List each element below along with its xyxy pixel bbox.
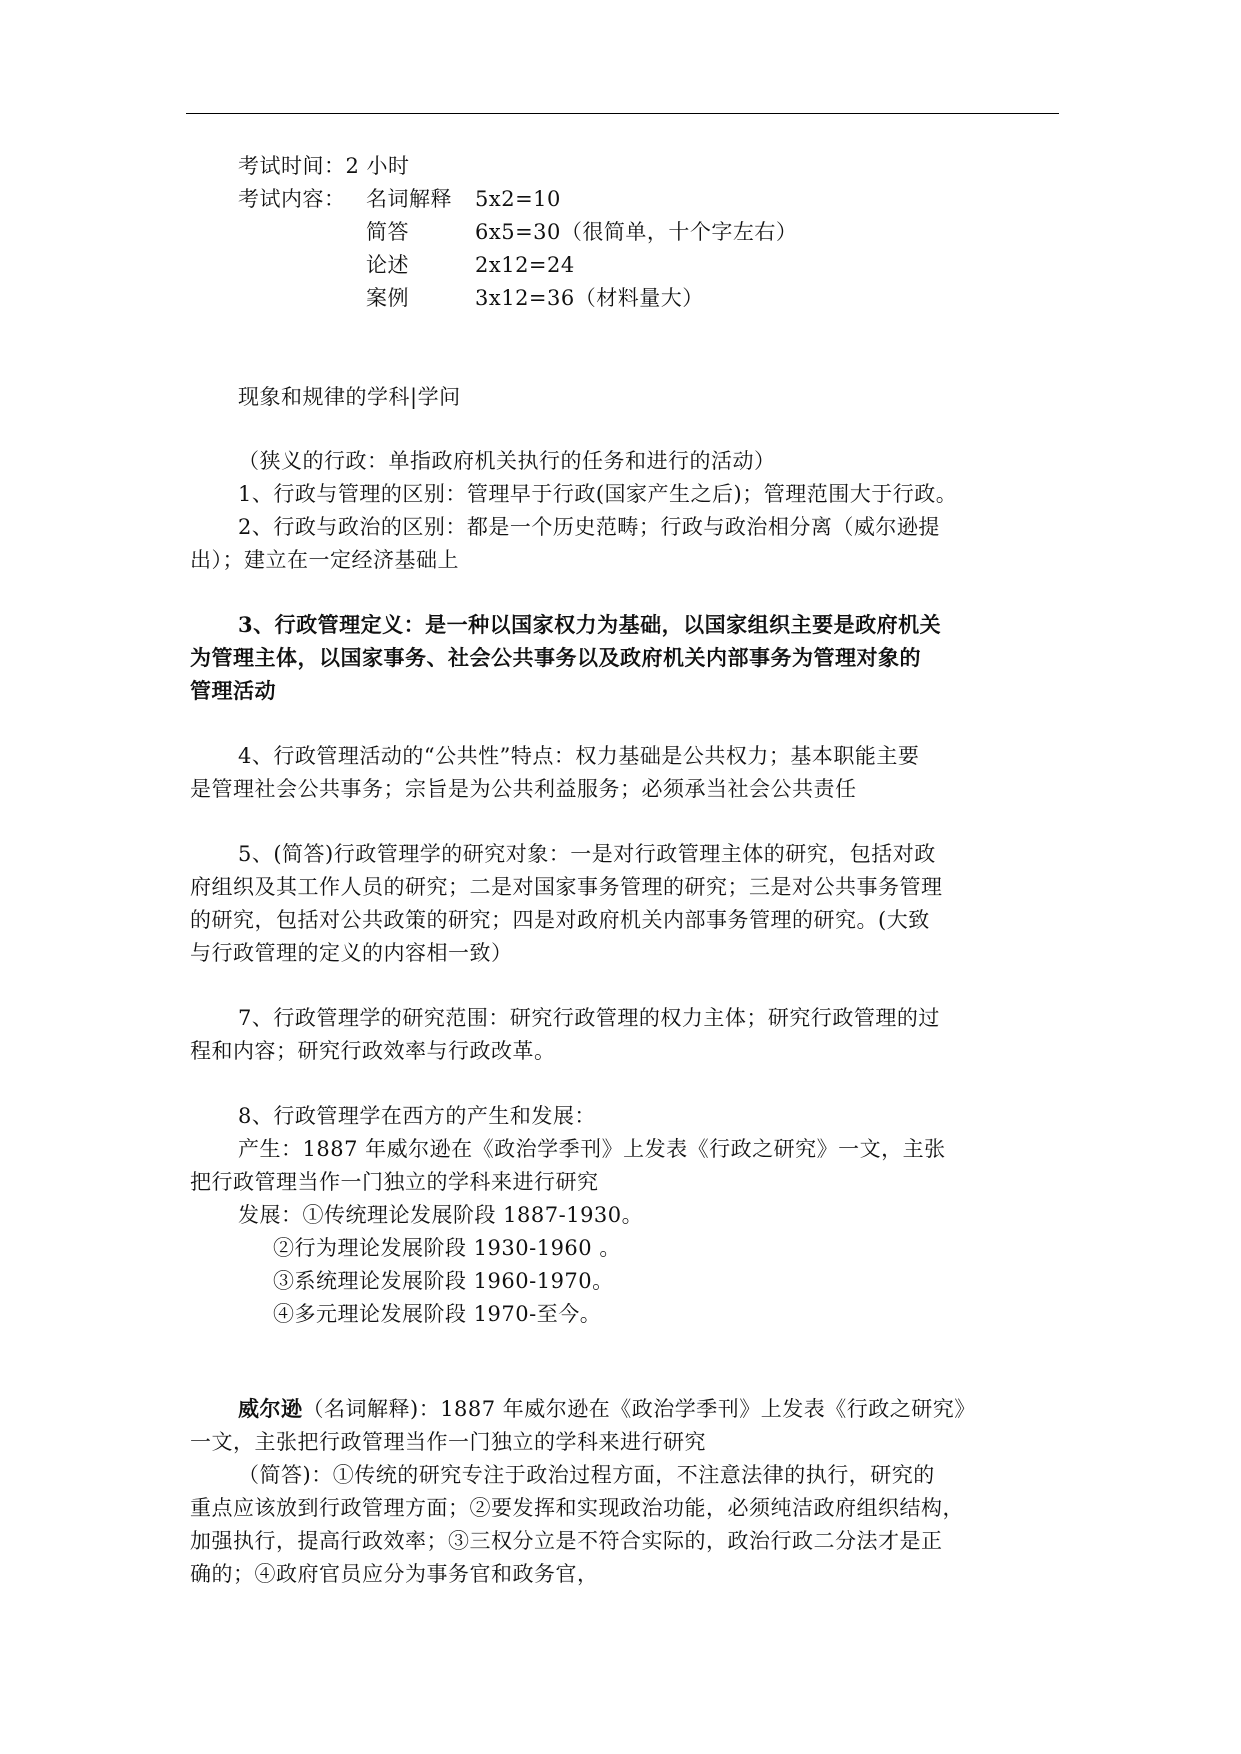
exam-item-type: 简答	[366, 220, 409, 244]
text-line: 的研究，包括对公共政策的研究；四是对政府机关内部事务管理的研究。(大致	[190, 908, 930, 932]
exam-item-type: 论述	[366, 253, 409, 277]
text-line: 加强执行，提高行政效率；③三权分立是不符合实际的，政治行政二分法才是正	[190, 1529, 943, 1553]
exam-item-score: 3x12=36（材料量大）	[475, 286, 704, 310]
definition-line: 为管理主体，以国家事务、社会公共事务以及政府机关内部事务为管理对象的	[190, 645, 921, 670]
wilson-line	[238, 1394, 976, 1424]
text-line: 1、行政与管理的区别：管理早于行政(国家产生之后)；管理范围大于行政。	[238, 482, 958, 506]
text-line: 4、行政管理活动的“公共性”特点：权力基础是公共权力；基本职能主要	[238, 744, 920, 768]
header-rule	[186, 113, 1059, 114]
text-line: 确的；④政府官员应分为事务官和政务官，	[190, 1562, 599, 1586]
exam-time-value: 2 小时	[345, 154, 410, 178]
text-line: 府组织及其工作人员的研究；二是对国家事务管理的研究；三是对公共事务管理	[190, 875, 943, 899]
text-line: （狭义的行政：单指政府机关执行的任务和进行的活动）	[238, 449, 776, 473]
text-line: 重点应该放到行政管理方面；②要发挥和实现政治功能，必须纯洁政府组织结构，	[190, 1496, 964, 1520]
exam-item-score: 6x5=30（很简单，十个字左右）	[475, 220, 798, 244]
exam-item-type: 名词解释	[366, 187, 452, 211]
text-line: 8、行政管理学在西方的产生和发展：	[238, 1104, 596, 1128]
text-line: ③系统理论发展阶段 1960-1970。	[273, 1269, 614, 1293]
exam-item-score: 5x2=10	[475, 187, 561, 211]
text-line: 产生：1887 年威尔逊在《政治学季刊》上发表《行政之研究》一文，主张	[238, 1137, 946, 1161]
exam-item-type: 案例	[366, 286, 409, 310]
exam-content-label: 考试内容：	[238, 187, 346, 211]
text-line: 是管理社会公共事务；宗旨是为公共利益服务；必须承当社会公共责任	[190, 777, 857, 801]
exam-time-label: 考试时间：	[238, 154, 346, 178]
text-line: 把行政管理当作一门独立的学科来进行研究	[190, 1170, 599, 1194]
wilson-definition: （名词解释)：1887 年威尔逊在《政治学季刊》上发表《行政之研究》	[302, 1397, 976, 1421]
exam-content-line	[238, 184, 346, 214]
definition-line: 管理活动	[190, 678, 276, 703]
text-line: 现象和规律的学科|学问	[238, 385, 461, 409]
text-line: 2、行政与政治的区别：都是一个历史范畴；行政与政治相分离（威尔逊提	[238, 515, 940, 539]
wilson-term: 威尔逊	[238, 1396, 303, 1421]
text-line: 一文，主张把行政管理当作一门独立的学科来进行研究	[190, 1430, 706, 1454]
definition-line: 3、行政管理定义：是一种以国家权力为基础，以国家组织主要是政府机关	[238, 612, 942, 637]
exam-time-line	[238, 151, 410, 181]
text-line: ②行为理论发展阶段 1930-1960 。	[273, 1236, 621, 1260]
text-line: （简答)：①传统的研究专注于政治过程方面，不注意法律的执行，研究的	[238, 1463, 935, 1487]
text-line: 程和内容；研究行政效率与行政改革。	[190, 1039, 556, 1063]
text-line: 出）；建立在一定经济基础上	[190, 548, 459, 572]
text-line: 7、行政管理学的研究范围：研究行政管理的权力主体；研究行政管理的过	[238, 1006, 940, 1030]
text-line: 5、(简答)行政管理学的研究对象：一是对行政管理主体的研究，包括对政	[238, 842, 936, 866]
exam-item-score: 2x12=24	[475, 253, 575, 277]
text-line: 发展：①传统理论发展阶段 1887-1930。	[238, 1203, 644, 1227]
text-line: ④多元理论发展阶段 1970-至今。	[273, 1302, 602, 1326]
text-line: 与行政管理的定义的内容相一致）	[190, 941, 513, 965]
